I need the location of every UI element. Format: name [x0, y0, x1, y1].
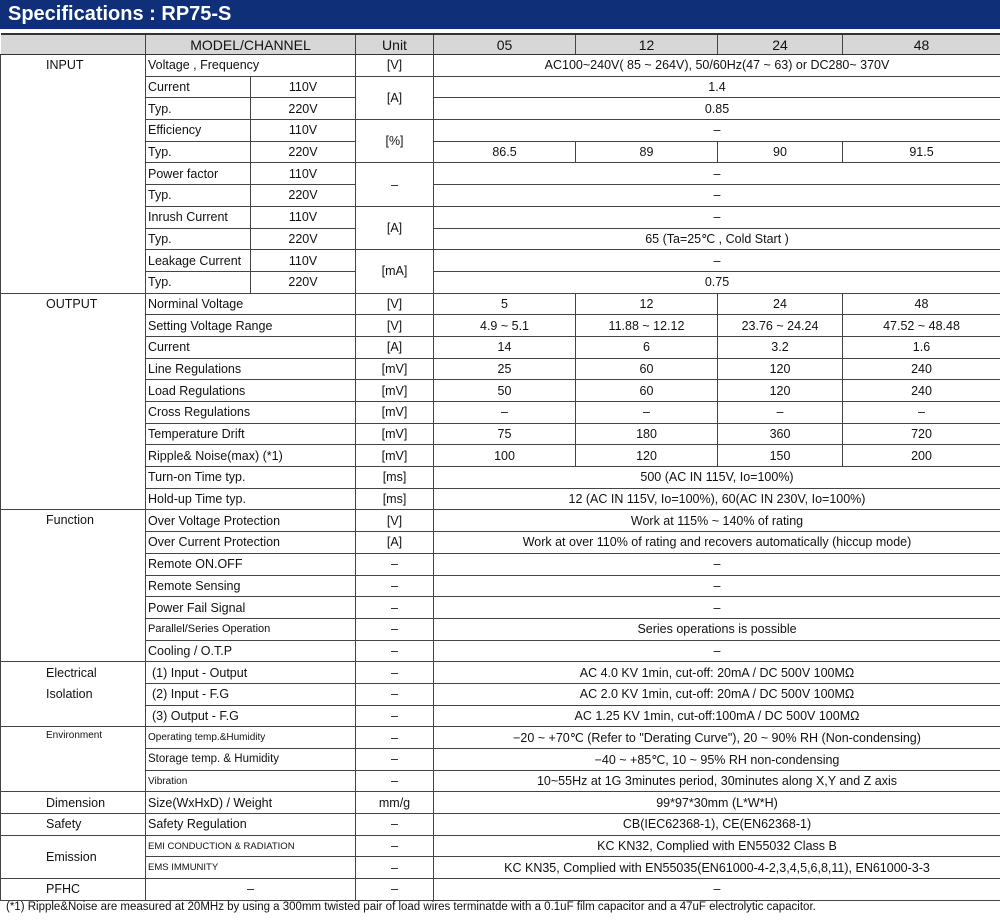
item-label: Hold-up Time typ.	[146, 488, 356, 510]
item-label: Size(WxHxD) / Weight	[146, 792, 356, 814]
unit-cell: [mV]	[356, 423, 434, 445]
value-cell: 47.52 ~ 48.48	[843, 315, 1000, 337]
value-cell: 180	[576, 423, 718, 445]
unit-cell: –	[356, 163, 434, 206]
value-cell: Series operations is possible	[434, 618, 1000, 640]
table-row	[1, 510, 1000, 532]
item-label: Setting Voltage Range	[146, 315, 356, 337]
condition-cell: 220V	[251, 141, 356, 163]
header-ch-24: 24	[718, 34, 843, 55]
value-cell: 50	[434, 380, 576, 402]
header-model: MODEL/CHANNEL	[146, 34, 356, 55]
value-cell: 200	[843, 445, 1000, 467]
item-label: Remote ON.OFF	[146, 553, 356, 575]
table-row	[1, 749, 1000, 771]
item-typ: Typ.	[146, 271, 251, 293]
table-row	[1, 206, 1000, 228]
table-row	[1, 293, 1000, 315]
value-cell: 23.76 ~ 24.24	[718, 315, 843, 337]
value-cell: AC 1.25 KV 1min, cut-off:100mA / DC 500V 100MΩ	[434, 705, 1000, 727]
unit-cell: [mV]	[356, 380, 434, 402]
table-row	[1, 336, 1000, 358]
item-label: Safety Regulation	[146, 814, 356, 836]
value-cell: 12 (AC IN 115V, Io=100%), 60(AC IN 230V, Io=100%)	[434, 488, 1000, 510]
spec-table	[0, 33, 1000, 901]
unit-cell: [%]	[356, 120, 434, 163]
value-cell: KC KN35, Complied with EN55035(EN61000-4-2,3,4,5,6,8,11), EN61000-3-3	[434, 857, 1000, 879]
value-cell: 3.2	[718, 336, 843, 358]
item-label: EMS IMMUNITY	[146, 857, 356, 879]
unit-cell: [A]	[356, 532, 434, 554]
header-row	[1, 34, 1000, 55]
value-cell: 5	[434, 293, 576, 315]
footnote: (*1) Ripple&Noise are measured at 20MHz by using a 300mm twisted pair of load wires terminatde with a 0.1uF film capacitor and a 47uF electrolytic capacitor.	[6, 901, 816, 913]
value-cell: KC KN32, Complied with EN55032 Class B	[434, 835, 1000, 857]
value-cell: 90	[718, 141, 843, 163]
table-row	[1, 445, 1000, 467]
value-cell: 11.88 ~ 12.12	[576, 315, 718, 337]
value-cell: 6	[576, 336, 718, 358]
condition-cell: 110V	[251, 250, 356, 272]
value-cell: AC 4.0 KV 1min, cut-off: 20mA / DC 500V 100MΩ	[434, 662, 1000, 684]
category-input: INPUT	[1, 55, 146, 294]
value-cell: 1.6	[843, 336, 1000, 358]
value-cell: 65 (Ta=25℃ , Cold Start )	[434, 228, 1000, 250]
category-output: OUTPUT	[1, 293, 146, 510]
item-label: Parallel/Series Operation	[146, 618, 356, 640]
item-label: Cooling / O.T.P	[146, 640, 356, 662]
value-cell: 720	[843, 423, 1000, 445]
table-row	[1, 402, 1000, 424]
table-row	[1, 662, 1000, 684]
item-label: Turn-on Time typ.	[146, 467, 356, 489]
condition-cell: 110V	[251, 163, 356, 185]
value-cell: 4.9 ~ 5.1	[434, 315, 576, 337]
item-typ: Typ.	[146, 141, 251, 163]
item-label: Temperature Drift	[146, 423, 356, 445]
item-label: Norminal Voltage	[146, 293, 356, 315]
page-title: Specifications : RP75-S	[0, 0, 1000, 29]
value-cell: –	[434, 250, 1000, 272]
item-label: Load Regulations	[146, 380, 356, 402]
unit-cell: –	[356, 597, 434, 619]
value-cell: CB(IEC62368-1), CE(EN62368-1)	[434, 814, 1000, 836]
value-cell: 120	[576, 445, 718, 467]
value-cell: –	[434, 120, 1000, 142]
unit-cell: [V]	[356, 510, 434, 532]
value-cell: 500 (AC IN 115V, Io=100%)	[434, 467, 1000, 489]
value-cell: –	[434, 163, 1000, 185]
item-label: Current	[146, 336, 356, 358]
unit-cell: [V]	[356, 315, 434, 337]
value-cell: AC 2.0 KV 1min, cut-off: 20mA / DC 500V 100MΩ	[434, 683, 1000, 705]
category-function: Function	[1, 510, 146, 662]
item-label: Vibration	[146, 770, 356, 792]
unit-cell: [A]	[356, 336, 434, 358]
table-row	[1, 792, 1000, 814]
value-cell: –	[434, 206, 1000, 228]
table-row	[1, 705, 1000, 727]
unit-cell: [ms]	[356, 467, 434, 489]
item-typ: Typ.	[146, 98, 251, 120]
table-row	[1, 120, 1000, 142]
value-cell: 360	[718, 423, 843, 445]
value-cell: 14	[434, 336, 576, 358]
value-cell: 0.75	[434, 271, 1000, 293]
table-row	[1, 879, 1000, 901]
item-label: Storage temp. & Humidity	[146, 749, 356, 771]
unit-cell: –	[356, 879, 434, 901]
value-cell: 120	[718, 380, 843, 402]
category-electrical: Electrical	[1, 662, 146, 684]
unit-cell: mm/g	[356, 792, 434, 814]
unit-cell: [V]	[356, 293, 434, 315]
unit-cell: –	[356, 575, 434, 597]
unit-cell: –	[356, 835, 434, 857]
value-cell: 91.5	[843, 141, 1000, 163]
item-label: Voltage , Frequency	[146, 55, 356, 77]
table-row	[1, 553, 1000, 575]
header-ch-12: 12	[576, 34, 718, 55]
item-label: –	[146, 879, 356, 901]
unit-cell: [A]	[356, 76, 434, 119]
value-cell: –	[434, 402, 576, 424]
item-label: Leakage Current	[146, 250, 251, 272]
value-cell: −40 ~ +85℃, 10 ~ 95% RH non-condensing	[434, 749, 1000, 771]
unit-cell: –	[356, 857, 434, 879]
unit-cell: –	[356, 553, 434, 575]
category-isolation: Isolation	[1, 683, 146, 705]
value-cell: 86.5	[434, 141, 576, 163]
item-label: Over Current Protection	[146, 532, 356, 554]
table-row	[1, 141, 1000, 163]
value-cell: –	[434, 553, 1000, 575]
value-cell: 48	[843, 293, 1000, 315]
value-cell: 24	[718, 293, 843, 315]
value-cell: AC100~240V( 85 ~ 264V), 50/60Hz(47 ~ 63) or DC280~ 370V	[434, 55, 1000, 77]
table-row	[1, 250, 1000, 272]
unit-cell: [V]	[356, 55, 434, 77]
table-row	[1, 76, 1000, 98]
item-label: Line Regulations	[146, 358, 356, 380]
table-row	[1, 423, 1000, 445]
item-label: Operating temp.&Humidity	[146, 727, 356, 749]
unit-cell: –	[356, 770, 434, 792]
item-label: (3) Output - F.G	[146, 705, 356, 727]
value-cell: –	[434, 640, 1000, 662]
unit-cell: –	[356, 662, 434, 684]
value-cell: −20 ~ +70℃ (Refer to "Derating Curve"), 20 ~ 90% RH (Non-condensing)	[434, 727, 1000, 749]
item-label: Power Fail Signal	[146, 597, 356, 619]
value-cell: 25	[434, 358, 576, 380]
table-row	[1, 640, 1000, 662]
value-cell: 89	[576, 141, 718, 163]
header-ch-05: 05	[434, 34, 576, 55]
category-dimension: Dimension	[1, 792, 146, 814]
item-label: Cross Regulations	[146, 402, 356, 424]
unit-cell: –	[356, 640, 434, 662]
value-cell: –	[576, 402, 718, 424]
condition-cell: 220V	[251, 228, 356, 250]
condition-cell: 220V	[251, 271, 356, 293]
category-isolation-spacer	[1, 705, 146, 727]
table-row	[1, 488, 1000, 510]
value-cell: 0.85	[434, 98, 1000, 120]
value-cell: –	[843, 402, 1000, 424]
item-typ: Typ.	[146, 185, 251, 207]
value-cell: 99*97*30mm (L*W*H)	[434, 792, 1000, 814]
value-cell: 75	[434, 423, 576, 445]
item-label: (2) Input - F.G	[146, 683, 356, 705]
value-cell: 240	[843, 380, 1000, 402]
value-cell: 120	[718, 358, 843, 380]
item-label: Efficiency	[146, 120, 251, 142]
condition-cell: 110V	[251, 120, 356, 142]
item-label: (1) Input - Output	[146, 662, 356, 684]
table-row	[1, 857, 1000, 879]
table-row	[1, 271, 1000, 293]
value-cell: Work at over 110% of rating and recovers automatically (hiccup mode)	[434, 532, 1000, 554]
value-cell: 12	[576, 293, 718, 315]
unit-cell: [mV]	[356, 402, 434, 424]
item-label: EMI CONDUCTION & RADIATION	[146, 835, 356, 857]
table-row	[1, 835, 1000, 857]
unit-cell: [mV]	[356, 358, 434, 380]
unit-cell: –	[356, 705, 434, 727]
category-pfhc: PFHC	[1, 879, 146, 901]
item-label: Ripple& Noise(max) (*1)	[146, 445, 356, 467]
unit-cell: –	[356, 749, 434, 771]
header-unit: Unit	[356, 34, 434, 55]
header-ch-48: 48	[843, 34, 1000, 55]
table-row	[1, 770, 1000, 792]
unit-cell: –	[356, 683, 434, 705]
table-row	[1, 727, 1000, 749]
category-environment: Environment	[1, 727, 146, 792]
table-row	[1, 380, 1000, 402]
table-row	[1, 163, 1000, 185]
value-cell: 1.4	[434, 76, 1000, 98]
unit-cell: [mA]	[356, 250, 434, 293]
condition-cell: 220V	[251, 185, 356, 207]
category-emission: Emission	[1, 835, 146, 878]
value-cell: –	[434, 597, 1000, 619]
item-label: Inrush Current	[146, 206, 251, 228]
item-label: Remote Sensing	[146, 575, 356, 597]
item-label: Over Voltage Protection	[146, 510, 356, 532]
table-row	[1, 814, 1000, 836]
table-row	[1, 532, 1000, 554]
value-cell: 10~55Hz at 1G 3minutes period, 30minutes along X,Y and Z axis	[434, 770, 1000, 792]
unit-cell: –	[356, 618, 434, 640]
value-cell: –	[434, 575, 1000, 597]
table-row	[1, 228, 1000, 250]
table-row	[1, 467, 1000, 489]
item-label: Power factor	[146, 163, 251, 185]
table-row	[1, 98, 1000, 120]
unit-cell: –	[356, 727, 434, 749]
table-row	[1, 55, 1000, 77]
item-label: Current	[146, 76, 251, 98]
value-cell: –	[434, 879, 1000, 901]
category-safety: Safety	[1, 814, 146, 836]
item-typ: Typ.	[146, 228, 251, 250]
table-row	[1, 185, 1000, 207]
condition-cell: 110V	[251, 76, 356, 98]
unit-cell: [ms]	[356, 488, 434, 510]
table-row	[1, 683, 1000, 705]
unit-cell: [A]	[356, 206, 434, 249]
unit-cell: –	[356, 814, 434, 836]
table-row	[1, 618, 1000, 640]
value-cell: –	[718, 402, 843, 424]
table-row	[1, 315, 1000, 337]
value-cell: 60	[576, 358, 718, 380]
value-cell: 100	[434, 445, 576, 467]
condition-cell: 110V	[251, 206, 356, 228]
table-row	[1, 575, 1000, 597]
value-cell: 150	[718, 445, 843, 467]
table-row	[1, 597, 1000, 619]
value-cell: 240	[843, 358, 1000, 380]
table-row	[1, 358, 1000, 380]
value-cell: 60	[576, 380, 718, 402]
value-cell: Work at 115% ~ 140% of rating	[434, 510, 1000, 532]
value-cell: –	[434, 185, 1000, 207]
condition-cell: 220V	[251, 98, 356, 120]
unit-cell: [mV]	[356, 445, 434, 467]
header-blank	[1, 34, 146, 55]
